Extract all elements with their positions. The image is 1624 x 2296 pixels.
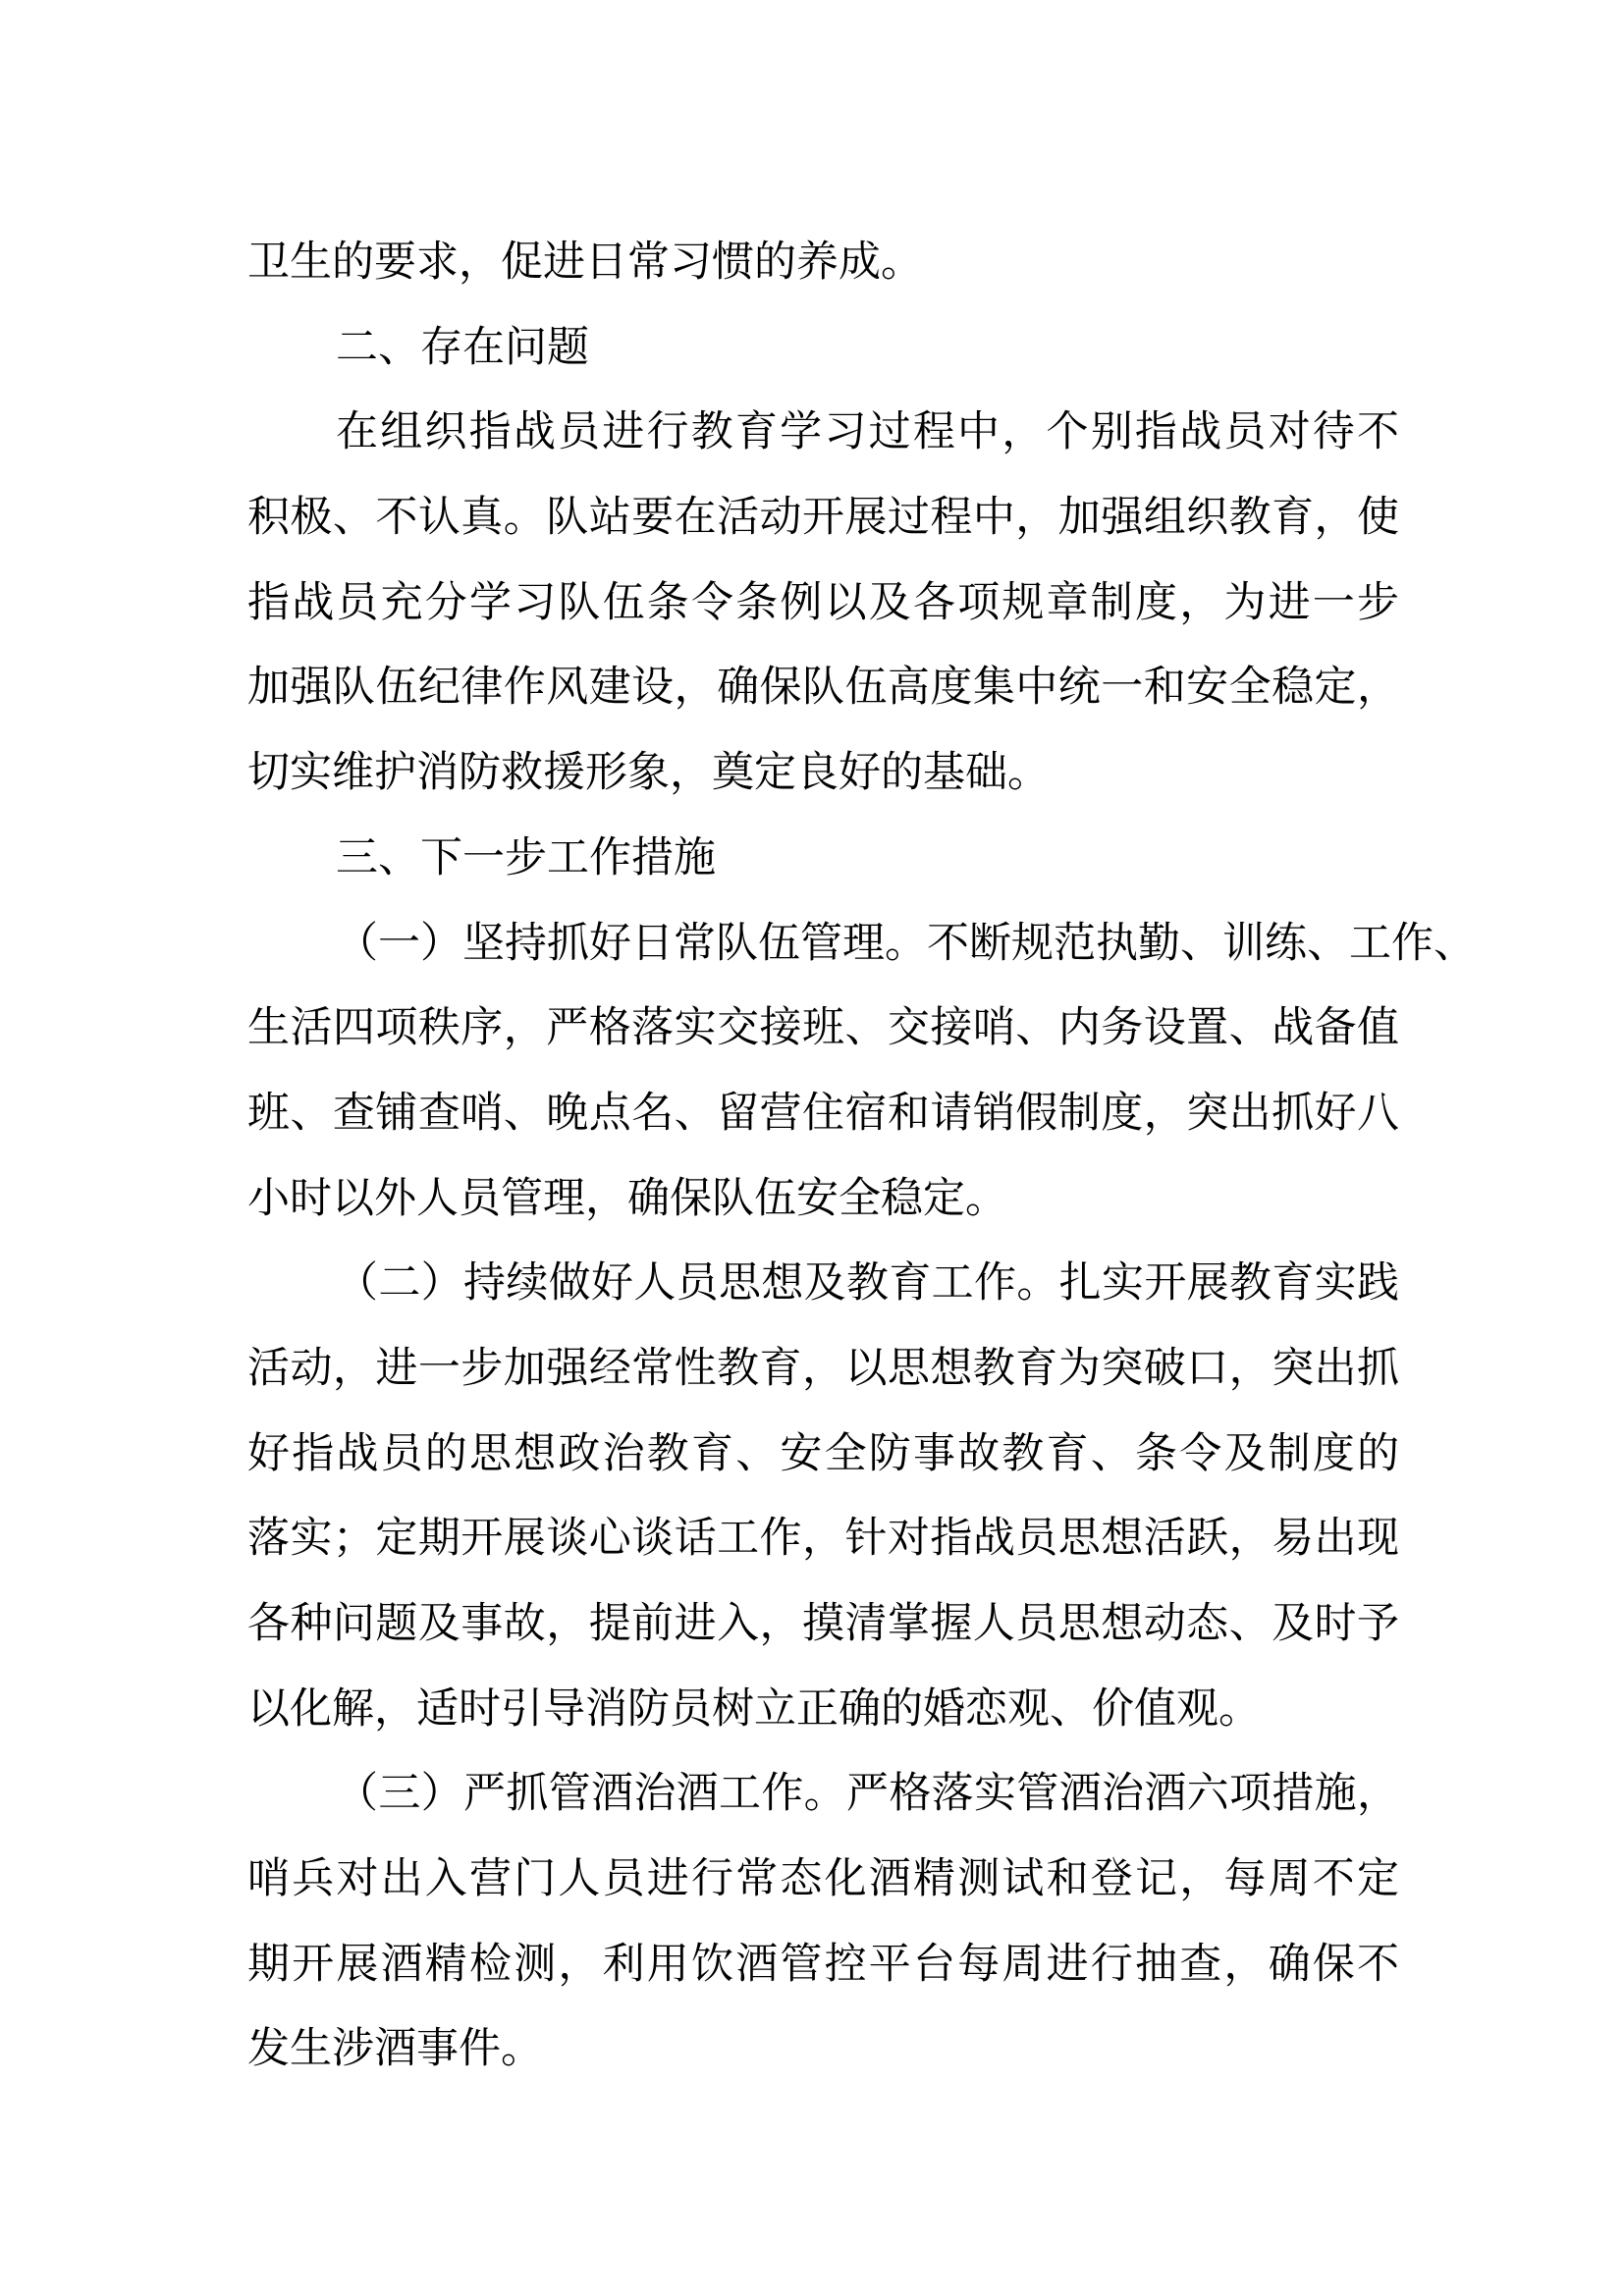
text-line: 在组织指战员进行教育学习过程中，个别指战员对待不 (336, 407, 1399, 457)
text-line: 二、存在问题 (336, 322, 589, 372)
text-line: 切实维护消防救援形象，奠定良好的基础。 (247, 748, 1050, 798)
paragraph (247, 1751, 1399, 2092)
text-line: 卫生的要求，促进日常习惯的养成。 (247, 238, 923, 287)
text-line: 小时以外人员管理，确保队伍安全稳定。 (247, 1173, 1007, 1223)
text-line: 三、下一步工作措施 (336, 832, 716, 882)
text-line: （二）持续做好人员思想及教育工作。扎实开展教育实践 (336, 1258, 1399, 1308)
paragraph (247, 390, 1399, 815)
text-line: 积极、不认真。队站要在活动开展过程中，加强组织教育，使 (247, 493, 1399, 543)
section-heading (247, 305, 1399, 391)
paragraph (247, 901, 1476, 1242)
text-line: 生活四项秩序，严格落实交接班、交接哨、内务设置、战备值 (247, 1003, 1399, 1053)
text-line: 以化解，适时引导消防员树立正确的婚恋观、价值观。 (247, 1683, 1261, 1734)
text-line: （一）坚持抓好日常队伍管理。不断规范执勤、训练、工作、 (336, 918, 1476, 968)
text-line: 哨兵对出入营门人员进行常态化酒精测试和登记，每周不定 (247, 1854, 1399, 1904)
document-body (247, 220, 1476, 2092)
text-line: 班、查铺查哨、晚点名、留营住宿和请销假制度，突出抓好八 (247, 1088, 1399, 1138)
text-line: 指战员充分学习队伍条令条例以及各项规章制度，为进一步 (247, 577, 1399, 627)
text-line: 落实；定期开展谈心谈话工作，针对指战员思想活跃，易出现 (247, 1514, 1399, 1564)
text-line: （三）严抓管酒治酒工作。严格落实管酒治酒六项措施， (336, 1769, 1399, 1819)
paragraph (247, 1241, 1399, 1751)
text-line: 期开展酒精检测，利用饮酒管控平台每周进行抽查，确保不 (247, 1939, 1399, 1989)
section-heading (247, 816, 1399, 901)
text-line: 各种问题及事故，提前进入，摸清掌握人员思想动态、及时予 (247, 1599, 1399, 1648)
text-line: 好指战员的思想政治教育、安全防事故教育、条令及制度的 (247, 1428, 1399, 1478)
paragraph (247, 220, 1399, 305)
text-line: 加强队伍纪律作风建设，确保队伍高度集中统一和安全稳定， (247, 663, 1399, 713)
text-line: 发生涉酒事件。 (247, 2024, 543, 2074)
text-line: 活动，进一步加强经常性教育，以思想教育为突破口，突出抓 (247, 1343, 1399, 1393)
